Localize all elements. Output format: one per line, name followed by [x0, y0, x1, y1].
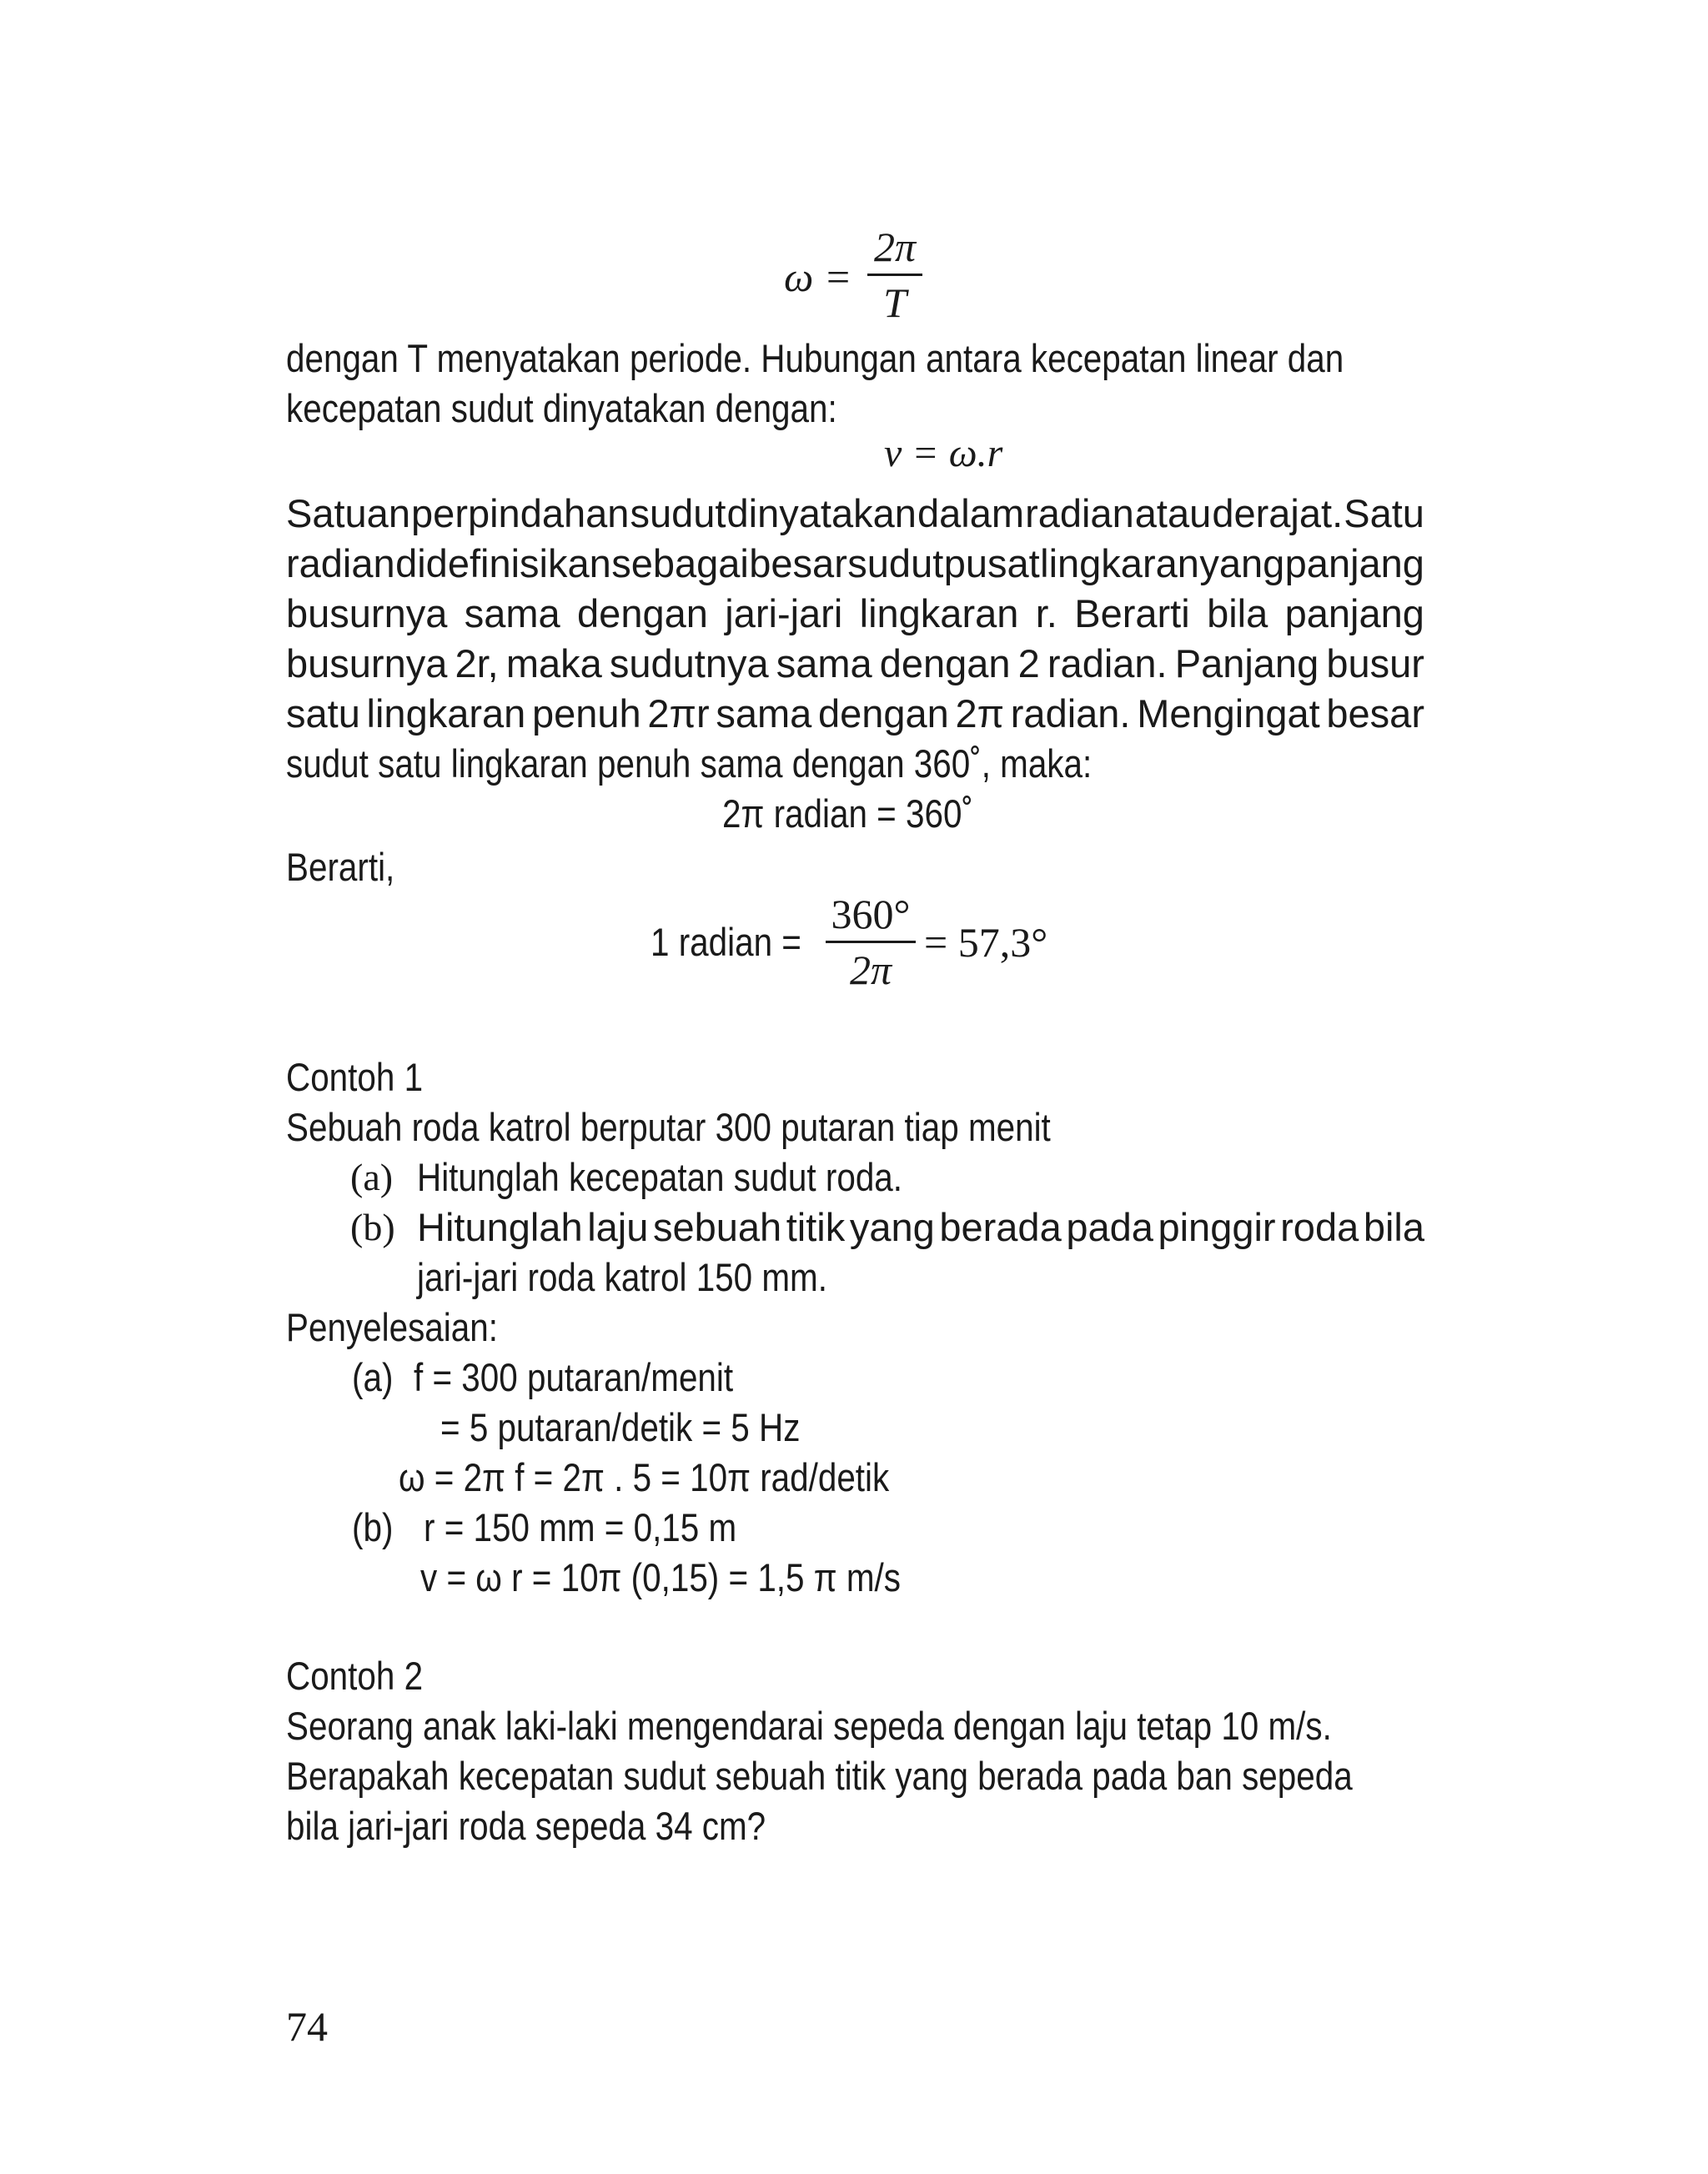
solution-b-line-2: v = ω r = 10π (0,15) = 1,5 π m/s	[420, 1555, 901, 1599]
word: Mengingat	[1137, 691, 1320, 736]
word: sudutnya	[609, 641, 769, 685]
word: perpindahan	[411, 491, 630, 535]
word: busurnya	[286, 641, 448, 685]
word: didefinisikan	[395, 541, 611, 585]
eq-one-rad-rhs: = 57,3°	[924, 919, 1048, 966]
word: panjang	[1284, 541, 1424, 585]
contoh1-b-line-2: jari-jari roda katrol 150 mm.	[417, 1255, 827, 1299]
word: dalam	[917, 491, 1024, 535]
para2-line-3	[286, 589, 1424, 639]
word: bila	[1363, 1205, 1424, 1249]
word: yang	[1199, 541, 1285, 585]
word: radian	[286, 541, 395, 585]
para1-line-2: kecepatan sudut dinyatakan dengan:	[286, 386, 837, 430]
contoh2-line-2: Berapakah kecepatan sudut sebuah titik yang berada pada ban sepeda	[286, 1754, 1353, 1798]
eq-omega-denominator: T	[883, 279, 907, 326]
word: satu	[286, 691, 360, 736]
fraction-bar	[826, 941, 916, 943]
word: sama	[464, 591, 560, 635]
berarti-label: Berarti,	[286, 845, 395, 889]
word: dengan	[577, 591, 708, 635]
solution-b-label: (b)	[352, 1505, 394, 1549]
para2-line-2	[286, 539, 1424, 589]
word: jari-jari	[725, 591, 843, 635]
word: laju	[587, 1205, 649, 1249]
eq-v: v = ω.r	[884, 431, 1003, 475]
eq-rad: 2π radian = 360˚	[722, 791, 973, 836]
word: Hitunglah	[417, 1205, 583, 1249]
para1-line-1: dengan T menyatakan periode. Hubungan antara kecepatan linear dan	[286, 336, 1344, 380]
word: dengan	[817, 691, 949, 736]
word: sama	[776, 641, 872, 685]
word: sudut	[847, 541, 944, 585]
word: atau	[1134, 491, 1212, 535]
word: panjang	[1284, 591, 1424, 635]
word: pinggir	[1158, 1205, 1276, 1249]
eq-omega-numerator: 2π	[873, 223, 917, 270]
word: roda	[1280, 1205, 1359, 1249]
word: Berarti	[1074, 591, 1190, 635]
word: radian.	[1047, 641, 1168, 685]
word: pusat	[943, 541, 1040, 585]
word: Panjang	[1174, 641, 1319, 685]
word: radian.	[1010, 691, 1131, 736]
solution-a-line-2: = 5 putaran/detik = 5 Hz	[440, 1405, 801, 1449]
solution-a-label: (a)	[352, 1355, 394, 1399]
word: busur	[1326, 641, 1424, 685]
word: sebagai	[611, 541, 749, 585]
word: 2π	[955, 691, 1005, 736]
contoh1-a-label: (a)	[350, 1156, 394, 1198]
word: r.	[1035, 591, 1057, 635]
eq-omega-lhs: ω =	[784, 254, 852, 300]
contoh2-title: Contoh 2	[286, 1654, 424, 1698]
word: Satuan	[286, 491, 410, 535]
word: busurnya	[286, 591, 448, 635]
eq-one-rad-fraction	[826, 891, 916, 993]
para2-line-6: sudut satu lingkaran penuh sama dengan 360˚, maka:	[286, 741, 1093, 786]
contoh1-b-line-1	[417, 1202, 1424, 1253]
word: lingkaran	[1040, 541, 1199, 585]
word: berada	[939, 1205, 1062, 1249]
eq-one-rad-lhs: 1 radian =	[651, 920, 801, 964]
eq-omega-fraction	[867, 223, 922, 326]
solution-title: Penyelesaian:	[286, 1305, 498, 1349]
contoh1-title: Contoh 1	[286, 1055, 424, 1099]
word: titik	[786, 1205, 846, 1249]
solution-a-line-1: f = 300 putaran/menit	[414, 1355, 734, 1399]
word: sama	[716, 691, 812, 736]
para2-line-1	[286, 489, 1424, 539]
word: besar	[1326, 691, 1424, 736]
eq-one-rad-denominator: 2π	[849, 946, 892, 993]
eq-one-rad-numerator: 360°	[831, 891, 911, 937]
para2-line-4	[286, 639, 1424, 689]
fraction-bar	[867, 274, 922, 276]
word: bila	[1207, 591, 1268, 635]
word: 2r,	[455, 641, 499, 685]
contoh2-line-1: Seorang anak laki-laki mengendarai sepeda dengan laju tetap 10 m/s.	[286, 1704, 1332, 1748]
word: 2	[1017, 641, 1040, 685]
word: derajat.	[1212, 491, 1344, 535]
word: penuh	[531, 691, 641, 736]
word: pada	[1066, 1205, 1153, 1249]
contoh1-a-text: Hitunglah kecepatan sudut roda.	[417, 1155, 903, 1199]
word: radian	[1025, 491, 1134, 535]
page-number: 74	[286, 2003, 328, 2050]
solution-a-line-3: ω = 2π f = 2π . 5 = 10π rad/detik	[399, 1455, 890, 1499]
word: maka	[505, 641, 602, 685]
contoh1-problem: Sebuah roda katrol berputar 300 putaran tiap menit	[286, 1105, 1051, 1149]
word: yang	[849, 1205, 935, 1249]
solution-b-line-1: r = 150 mm = 0,15 m	[424, 1505, 737, 1549]
word: sudut	[630, 491, 726, 535]
word: 2πr	[647, 691, 710, 736]
word: lingkaran	[859, 591, 1019, 635]
contoh2-line-3: bila jari-jari roda sepeda 34 cm?	[286, 1804, 766, 1848]
word: besar	[749, 541, 847, 585]
contoh1-b-label: (b)	[350, 1206, 395, 1248]
word: dinyatakan	[726, 491, 917, 535]
word: Satu	[1344, 491, 1424, 535]
word: sebuah	[652, 1205, 782, 1249]
word: dengan	[879, 641, 1011, 685]
word: lingkaran	[366, 691, 526, 736]
para2-line-5	[286, 689, 1424, 739]
